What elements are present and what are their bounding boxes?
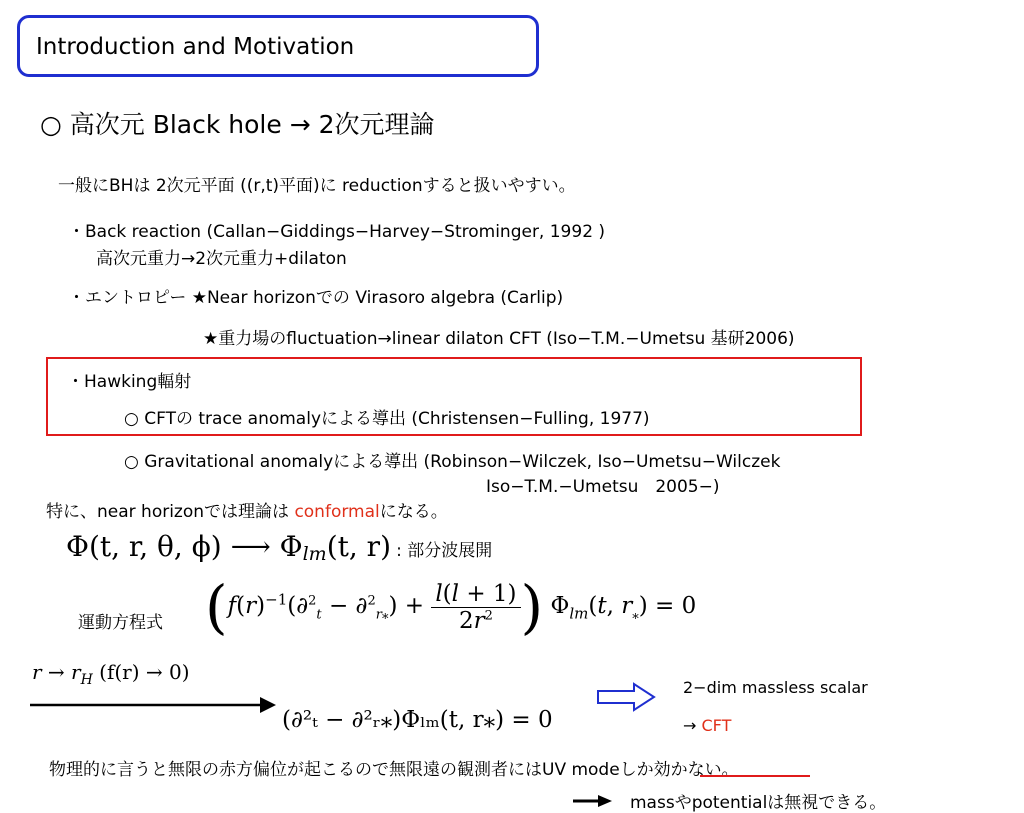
long-arrow-icon [28, 694, 278, 716]
conclusion-text: 物理的に言うと無限の赤方偏位が起こるので無限遠の観測者にはUV modeしか効かない。 [49, 760, 739, 780]
intro-text: 一般にBHは 2次元平面 ((r,t)平面)に reductionすると扱いやすい。 [58, 176, 576, 196]
reduced-equation: (∂²ₜ − ∂²ᵣ⁎)Φₗₘ(t, r⁎) = 0 [282, 707, 553, 733]
conclusion-sub: massやpotentialは無視できる。 [630, 793, 887, 813]
entropy-item: ・エントロピー ★Near horizonでの Virasoro algebra (Carlip) [68, 288, 564, 308]
near-horizon-suffix: になる。 [379, 502, 448, 522]
hollow-arrow-icon [596, 682, 658, 712]
limit-tail: (f(r) → 0) [99, 660, 190, 684]
section-heading: ○ 高次元 Black hole → 2次元理論 [40, 110, 435, 139]
cft-trace-item: ○ CFTの trace anomalyによる導出 (Christensen−Fulling, 1977) [124, 409, 650, 429]
limit-condition [32, 660, 190, 688]
uv-mode-underline [700, 772, 812, 780]
partial-wave-equation [66, 530, 492, 565]
cft-label: CFT [701, 716, 732, 735]
entropy-sub: ★重力場のfluctuation→linear dilaton CFT (Iso−T.M.−Umetsu 基研2006) [203, 329, 795, 349]
partial-wave-tail: (t, r) [326, 530, 391, 563]
grav-anomaly-sub: Iso−T.M.−Umetsu 2005−) [486, 477, 720, 497]
near-horizon-text [46, 497, 448, 522]
massless-scalar-text: 2−dim massless scalar [683, 678, 868, 697]
limit-label: r → r [32, 660, 81, 684]
slide-title: Introduction and Motivation [36, 34, 355, 60]
cft-result [683, 716, 731, 735]
back-reaction-item: ・Back reaction (Callan−Giddings−Harvey−Strominger, 1992 ) [68, 222, 606, 242]
back-reaction-sub: 高次元重力→2次元重力+dilaton [96, 249, 347, 269]
partial-wave-subscript: lm [302, 543, 327, 566]
cft-arrow: → [683, 716, 702, 735]
hawking-item: ・Hawking輻射 [67, 372, 192, 392]
partial-wave-label: : 部分波展開 [396, 541, 493, 561]
eom-label: 運動方程式 [78, 613, 163, 633]
partial-wave-formula: Φ(t, r, θ, ϕ) ⟶ Φ [66, 530, 303, 563]
near-horizon-prefix: 特に、near horizonでは理論は [46, 502, 295, 522]
limit-subscript: H [80, 672, 93, 688]
conformal-highlight: conformal [294, 502, 380, 522]
eom-equation: ($f(r)^{-1}(\partial^2_t - \partial^2_{r⁎})$ + $\frac{l(l + 1)}{2r^2}$ ) $\Phi_{lm}(t$, $r_⁎) = 0$ [205, 573, 697, 641]
grav-anomaly-item: ○ Gravitational anomalyによる導出 (Robinson−Wilczek, Iso−Umetsu−Wilczek [124, 452, 781, 472]
arrow-icon [572, 794, 614, 808]
